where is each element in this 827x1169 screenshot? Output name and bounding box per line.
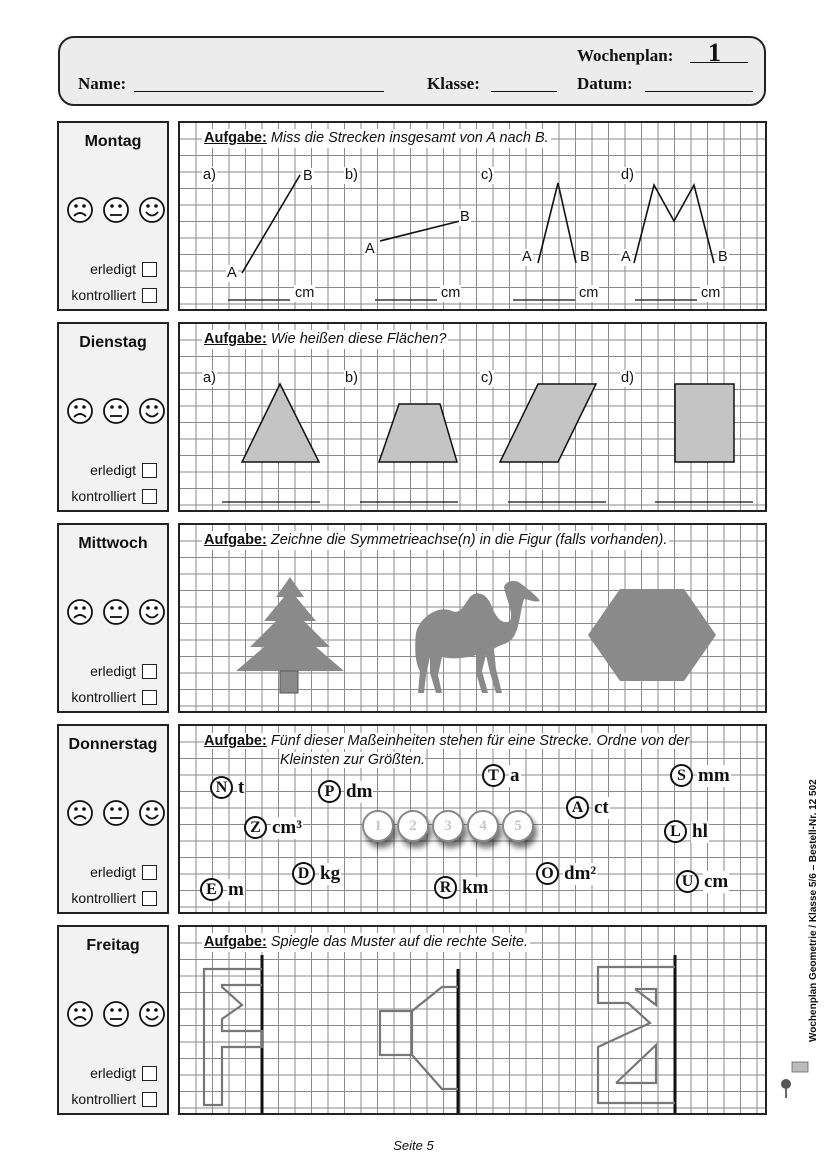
neutral-face-icon: [104, 198, 128, 222]
day-box-donnerstag: [57, 724, 169, 914]
unit-option[interactable]: [670, 764, 731, 787]
checked-label: kontrolliert: [71, 488, 136, 504]
task-donnerstag: [178, 724, 767, 914]
checkbox-icon[interactable]: [142, 1066, 157, 1081]
day-box-freitag: [57, 925, 169, 1115]
unit-letter: N: [210, 776, 233, 799]
triangle-icon: [242, 384, 319, 462]
part-c-label: c): [481, 167, 494, 183]
unit-letter: T: [482, 764, 505, 787]
point-a-c: A: [522, 249, 532, 265]
sad-face-icon: [68, 1002, 92, 1026]
part-b-label: b): [345, 167, 358, 183]
unit-letter: R: [434, 876, 457, 899]
done-checkbox[interactable]: [90, 864, 157, 880]
unit-letter: P: [318, 780, 341, 803]
task-montag: [178, 121, 767, 311]
task-freitag: [178, 925, 767, 1115]
sad-face-icon: [68, 399, 92, 423]
task-montag-text: Aufgabe: Miss die Strecken insgesamt von A nach B.: [204, 130, 549, 146]
unit-option[interactable]: [210, 776, 245, 799]
checkbox-icon[interactable]: [142, 865, 157, 880]
task-freitag-text: Aufgabe: Spiegle das Muster auf die rechte Seite.: [204, 934, 528, 950]
camel-icon: [415, 581, 540, 693]
done-checkbox[interactable]: [90, 261, 157, 277]
point-b-b: B: [460, 209, 470, 225]
task-donnerstag-text: Aufgabe: Fünf dieser Maßeinheiten stehen für eine Strecke. Ordne von der Kleinsten zur Größten.: [204, 733, 690, 768]
unit-text: cm: [704, 870, 729, 892]
sad-face-icon: [68, 198, 92, 222]
done-label: erledigt: [90, 261, 136, 277]
checkbox-icon[interactable]: [142, 288, 157, 303]
neutral-face-icon: [104, 399, 128, 423]
answer-slot[interactable]: 1: [362, 810, 394, 842]
neutral-face-icon: [104, 1002, 128, 1026]
checked-label: kontrolliert: [71, 689, 136, 705]
checked-checkbox[interactable]: [71, 890, 157, 906]
datum-label: Datum:: [577, 74, 633, 93]
task-dienstag: [178, 322, 767, 512]
sidebar-text: Wochenplan Geometrie / Klasse 5/6 – Bestell-Nr. 12 502: [808, 779, 819, 1042]
unit-letter: E: [200, 878, 223, 901]
mood-faces[interactable]: [65, 999, 165, 1029]
pattern-2: [380, 987, 458, 1089]
unit-text: mm: [698, 764, 730, 786]
unit-text: dm²: [564, 862, 597, 884]
unit-option[interactable]: [566, 796, 610, 819]
point-b-a: B: [303, 168, 313, 184]
day-box-dienstag: [57, 322, 169, 512]
checked-checkbox[interactable]: [71, 287, 157, 303]
unit-d: cm: [701, 285, 721, 301]
parallelogram-icon: [500, 384, 596, 462]
klasse-field[interactable]: [491, 91, 557, 92]
unit-text: ct: [594, 796, 609, 818]
mirror-patterns: [180, 927, 767, 1115]
done-label: erledigt: [90, 864, 136, 880]
unit-letter: L: [664, 820, 687, 843]
unit-letter: D: [292, 862, 315, 885]
answer-slot[interactable]: 2: [397, 810, 429, 842]
part-a-label: a): [203, 167, 216, 183]
sad-face-icon: [68, 801, 92, 825]
unit-option[interactable]: [200, 878, 245, 901]
unit-option[interactable]: [318, 780, 373, 803]
part-c-label: c): [481, 370, 494, 386]
trapezoid-icon: [379, 404, 457, 462]
mood-faces[interactable]: [65, 195, 165, 225]
day-name: Donnerstag: [68, 736, 158, 753]
unit-option[interactable]: [244, 816, 303, 839]
happy-face-icon: [140, 198, 164, 222]
tree-icon: [236, 577, 344, 693]
unit-text: m: [228, 878, 244, 900]
mood-faces[interactable]: [65, 597, 165, 627]
unit-option[interactable]: [676, 870, 729, 893]
sad-face-icon: [68, 600, 92, 624]
done-checkbox[interactable]: [90, 663, 157, 679]
day-name: Montag: [84, 133, 142, 150]
answer-slot[interactable]: 4: [467, 810, 499, 842]
mood-faces[interactable]: [65, 798, 165, 828]
point-b-d: B: [718, 249, 728, 265]
happy-face-icon: [140, 399, 164, 423]
datum-field[interactable]: [645, 91, 753, 92]
unit-letter: S: [670, 764, 693, 787]
unit-c: cm: [579, 285, 599, 301]
answer-slot[interactable]: 3: [432, 810, 464, 842]
klasse-label: Klasse:: [427, 74, 480, 93]
checkbox-icon[interactable]: [142, 1092, 157, 1107]
point-a-a: A: [227, 265, 237, 281]
unit-text: km: [462, 876, 489, 898]
task-dienstag-text: Aufgabe: Wie heißen diese Flächen?: [204, 331, 447, 347]
task-mittwoch: [178, 523, 767, 713]
name-label: Name:: [78, 74, 127, 93]
point-b-c: B: [580, 249, 590, 265]
checkbox-icon[interactable]: [142, 489, 157, 504]
part-b-label: b): [345, 370, 358, 386]
part-d-label: d): [621, 370, 634, 386]
checkbox-icon[interactable]: [142, 262, 157, 277]
checkbox-icon[interactable]: [142, 664, 157, 679]
montag-segments: [180, 123, 767, 311]
done-label: erledigt: [90, 1065, 136, 1081]
unit-a: cm: [295, 285, 315, 301]
done-checkbox[interactable]: [90, 462, 157, 478]
checked-label: kontrolliert: [71, 890, 136, 906]
happy-face-icon: [140, 1002, 164, 1026]
happy-face-icon: [140, 801, 164, 825]
mood-faces[interactable]: [65, 396, 165, 426]
unit-letter: A: [566, 796, 589, 819]
unit-option[interactable]: [482, 764, 521, 787]
rectangle-icon: [675, 384, 734, 462]
checkbox-icon[interactable]: [142, 891, 157, 906]
unit-text: a: [510, 764, 520, 786]
part-d-label: d): [621, 167, 634, 183]
page-number: Seite 5: [393, 1138, 434, 1153]
unit-text: kg: [320, 862, 341, 884]
checked-label: kontrolliert: [71, 1091, 136, 1107]
done-label: erledigt: [90, 663, 136, 679]
task-mittwoch-text: Aufgabe: Zeichne die Symmetrieachse(n) in die Figur (falls vorhanden).: [204, 532, 668, 548]
checked-checkbox[interactable]: [71, 488, 157, 504]
unit-option[interactable]: [434, 876, 489, 899]
publisher-logo-icon: [780, 1060, 810, 1082]
done-checkbox[interactable]: [90, 1065, 157, 1081]
neutral-face-icon: [104, 801, 128, 825]
dienstag-shapes: [180, 324, 767, 512]
checked-checkbox[interactable]: [71, 1091, 157, 1107]
unit-text: hl: [692, 820, 708, 842]
point-a-b: A: [365, 241, 375, 257]
neutral-face-icon: [104, 600, 128, 624]
unit-option[interactable]: [664, 820, 709, 843]
checked-label: kontrolliert: [71, 287, 136, 303]
wochenplan-number: 1: [708, 38, 721, 67]
unit-letter: U: [676, 870, 699, 893]
checkbox-icon[interactable]: [142, 463, 157, 478]
day-name: Mittwoch: [78, 535, 148, 552]
part-a-label: a): [203, 370, 216, 386]
pattern-1: [204, 969, 262, 1105]
unit-letter: O: [536, 862, 559, 885]
unit-text: dm: [346, 780, 373, 802]
checked-checkbox[interactable]: [71, 689, 157, 705]
name-field[interactable]: [134, 91, 384, 92]
unit-option[interactable]: [536, 862, 597, 885]
checkbox-icon[interactable]: [142, 690, 157, 705]
unit-letter: Z: [244, 816, 267, 839]
day-box-montag: [57, 121, 169, 311]
done-label: erledigt: [90, 462, 136, 478]
day-name: Freitag: [86, 937, 140, 954]
wochenplan-label: Wochenplan:: [577, 46, 674, 65]
unit-b: cm: [441, 285, 461, 301]
day-box-mittwoch: [57, 523, 169, 713]
happy-face-icon: [140, 600, 164, 624]
unit-text: t: [238, 776, 245, 798]
unit-text: cm³: [272, 816, 302, 838]
point-a-d: A: [621, 249, 631, 265]
answer-slot[interactable]: 5: [502, 810, 534, 842]
hexagon-icon: [588, 589, 716, 681]
unit-option[interactable]: [292, 862, 341, 885]
day-name: Dienstag: [79, 334, 147, 351]
